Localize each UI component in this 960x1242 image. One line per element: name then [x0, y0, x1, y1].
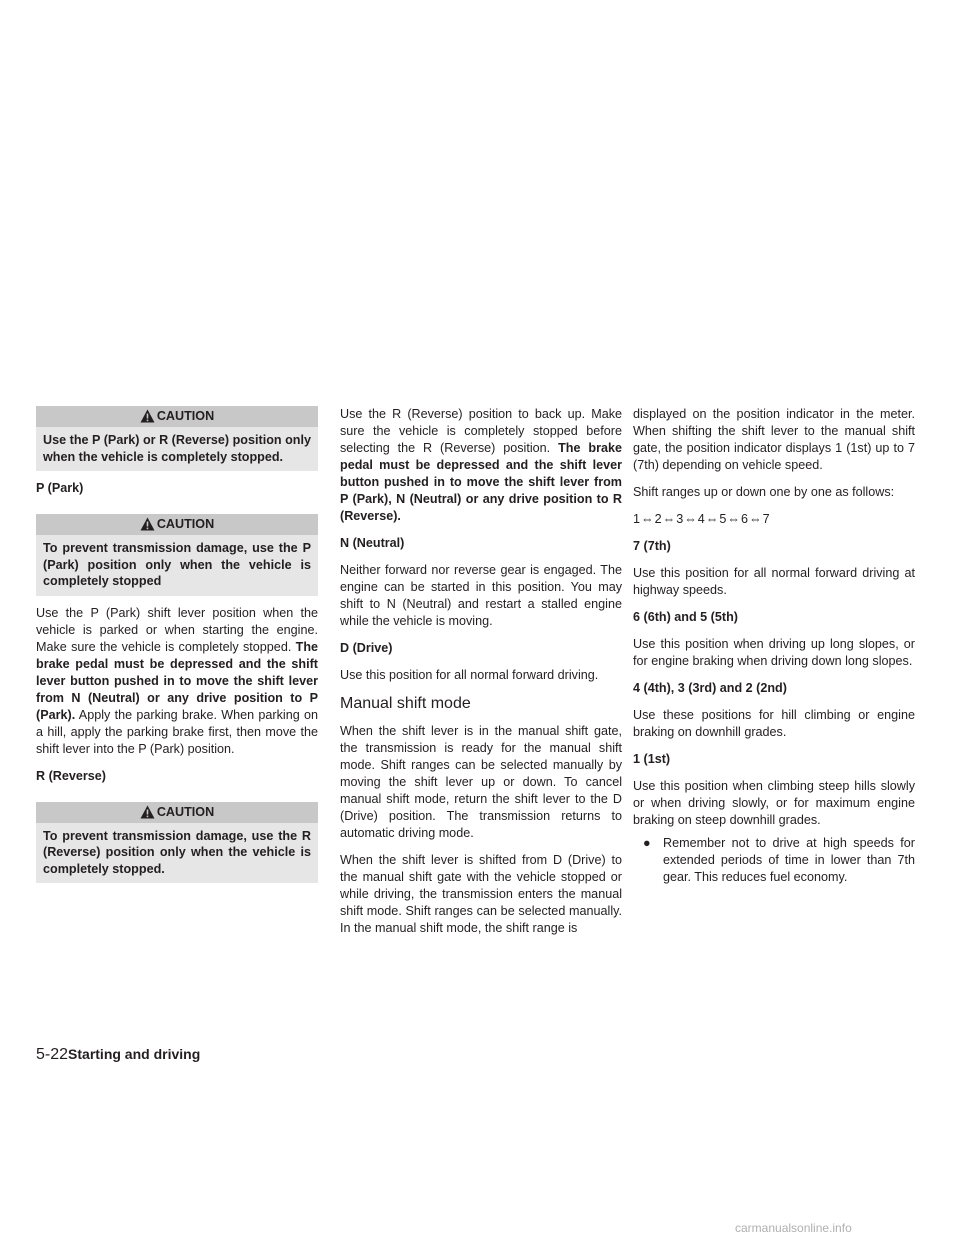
gear-1-text: Use this position when climbing steep hills slowly or when driving slowly, or for maximum engine braking on steep downhill grades. — [633, 779, 915, 827]
gear-7-heading: 7 (7th) — [633, 539, 671, 553]
reverse-paragraph — [340, 406, 622, 525]
drive-heading: D (Drive) — [340, 641, 393, 655]
column-1 — [36, 406, 318, 892]
caution-label: CAUTION — [156, 804, 215, 819]
drive-text: Use this position for all normal forward driving. — [340, 668, 599, 682]
gear-sequence: 1⇔2⇔3⇔4⇔5⇔6⇔7 — [633, 512, 771, 526]
park-text-bold: The brake pedal must be depressed and the shift lever button pushed in to move the shift lever from N (Neutral) or any drive position to P (Park). — [36, 639, 319, 722]
park-heading: P (Park) — [36, 481, 84, 495]
section-title: Starting and driving — [68, 1046, 201, 1062]
manual-text-1: When the shift lever is in the manual shift gate, the transmission is ready for the manual shift mode. Shift ranges can be selected manually by moving the shift lever up or down. To cancel manual shift mode, return the shift lever to the D (Drive) position. The transmission returns to automatic driving mode. — [340, 724, 622, 840]
bullet-text: Remember not to drive at high speeds for extended periods of time in lower than 7th gear. This reduces fuel economy. — [663, 836, 915, 884]
page-footer — [36, 1044, 200, 1065]
warning-triangle-icon — [140, 805, 155, 819]
manual-shift-heading: Manual shift mode — [340, 695, 471, 712]
gear-7-text: Use this position for all normal forward driving at highway speeds. — [633, 566, 915, 597]
park-text: Use the P (Park) shift lever position when the vehicle is parked or when starting the engine. Make sure the vehicle is completely stopped. — [36, 605, 318, 654]
warning-triangle-icon — [140, 517, 155, 531]
caution-text: To prevent transmission damage, use the P (Park) position only when the vehicle is completely stopped — [36, 535, 318, 596]
caution-header — [36, 802, 318, 823]
gear-6-5-text: Use this position when driving up long slopes, or for engine braking when driving down long slopes. — [633, 637, 915, 668]
gear-4-3-2-heading: 4 (4th), 3 (3rd) and 2 (2nd) — [633, 681, 787, 695]
reverse-text-bold: The brake pedal must be depressed and the shift lever button pushed in to move the shift lever from P (Park), N (Neutral) or any drive position to R (Reverse). — [340, 441, 623, 523]
caution-header — [36, 406, 318, 427]
neutral-text: Neither forward nor reverse gear is engaged. The engine can be started in this position. You may shift to N (Neutral) and restart a stalled engine while the vehicle is moving. — [340, 563, 622, 628]
gear-4-3-2-text: Use these positions for hill climbing or engine braking on downhill grades. — [633, 708, 915, 739]
caution-header — [36, 514, 318, 535]
gear-6-5-heading: 6 (6th) and 5 (5th) — [633, 610, 738, 624]
list-item — [643, 835, 915, 886]
watermark: carmanualsonline.info — [735, 1221, 852, 1235]
park-paragraph — [36, 605, 318, 758]
reverse-heading: R (Reverse) — [36, 768, 106, 783]
warning-triangle-icon — [140, 409, 155, 423]
reverse-text: Use the R (Reverse) position to back up. Make sure the vehicle is completely stopped before selecting the R (Reverse) position. — [340, 407, 622, 455]
manual-text-2: When the shift lever is shifted from D (Drive) to the manual shift gate with the vehicle stopped or while driving, the transmission enters the manual shift mode. Shift ranges can be selected manually. In the manual shift mode, the shift range is — [340, 853, 622, 935]
bullet-icon: ● — [643, 836, 651, 850]
park-text-2: Apply the parking brake. When parking on a hill, apply the parking brake first, then move the shift lever into the P (Park) position. — [36, 707, 318, 756]
caution-text: Use the P (Park) or R (Reverse) position only when the vehicle is completely stopped. — [36, 427, 318, 471]
caution-box-2 — [36, 514, 318, 596]
ranges-text: Shift ranges up or down one by one as follows: — [633, 485, 895, 499]
caution-box-3 — [36, 802, 318, 884]
continued-text: displayed on the position indicator in the meter. When shifting the shift lever to the manual shift gate, the position indicator displays 1 (1st) up to 7 (7th) depending on vehicle speed. — [633, 407, 915, 472]
caution-label: CAUTION — [156, 517, 215, 531]
page-number: 5-22 — [36, 1046, 69, 1063]
column-3 — [633, 406, 915, 896]
caution-text: To prevent transmission damage, use the R (Reverse) position only when the vehicle is completely stopped. — [36, 823, 318, 884]
caution-label: CAUTION — [156, 409, 215, 423]
gear-1-heading: 1 (1st) — [633, 752, 671, 766]
column-2 — [340, 406, 622, 947]
caution-box-1 — [36, 406, 318, 471]
neutral-heading: N (Neutral) — [340, 536, 405, 550]
